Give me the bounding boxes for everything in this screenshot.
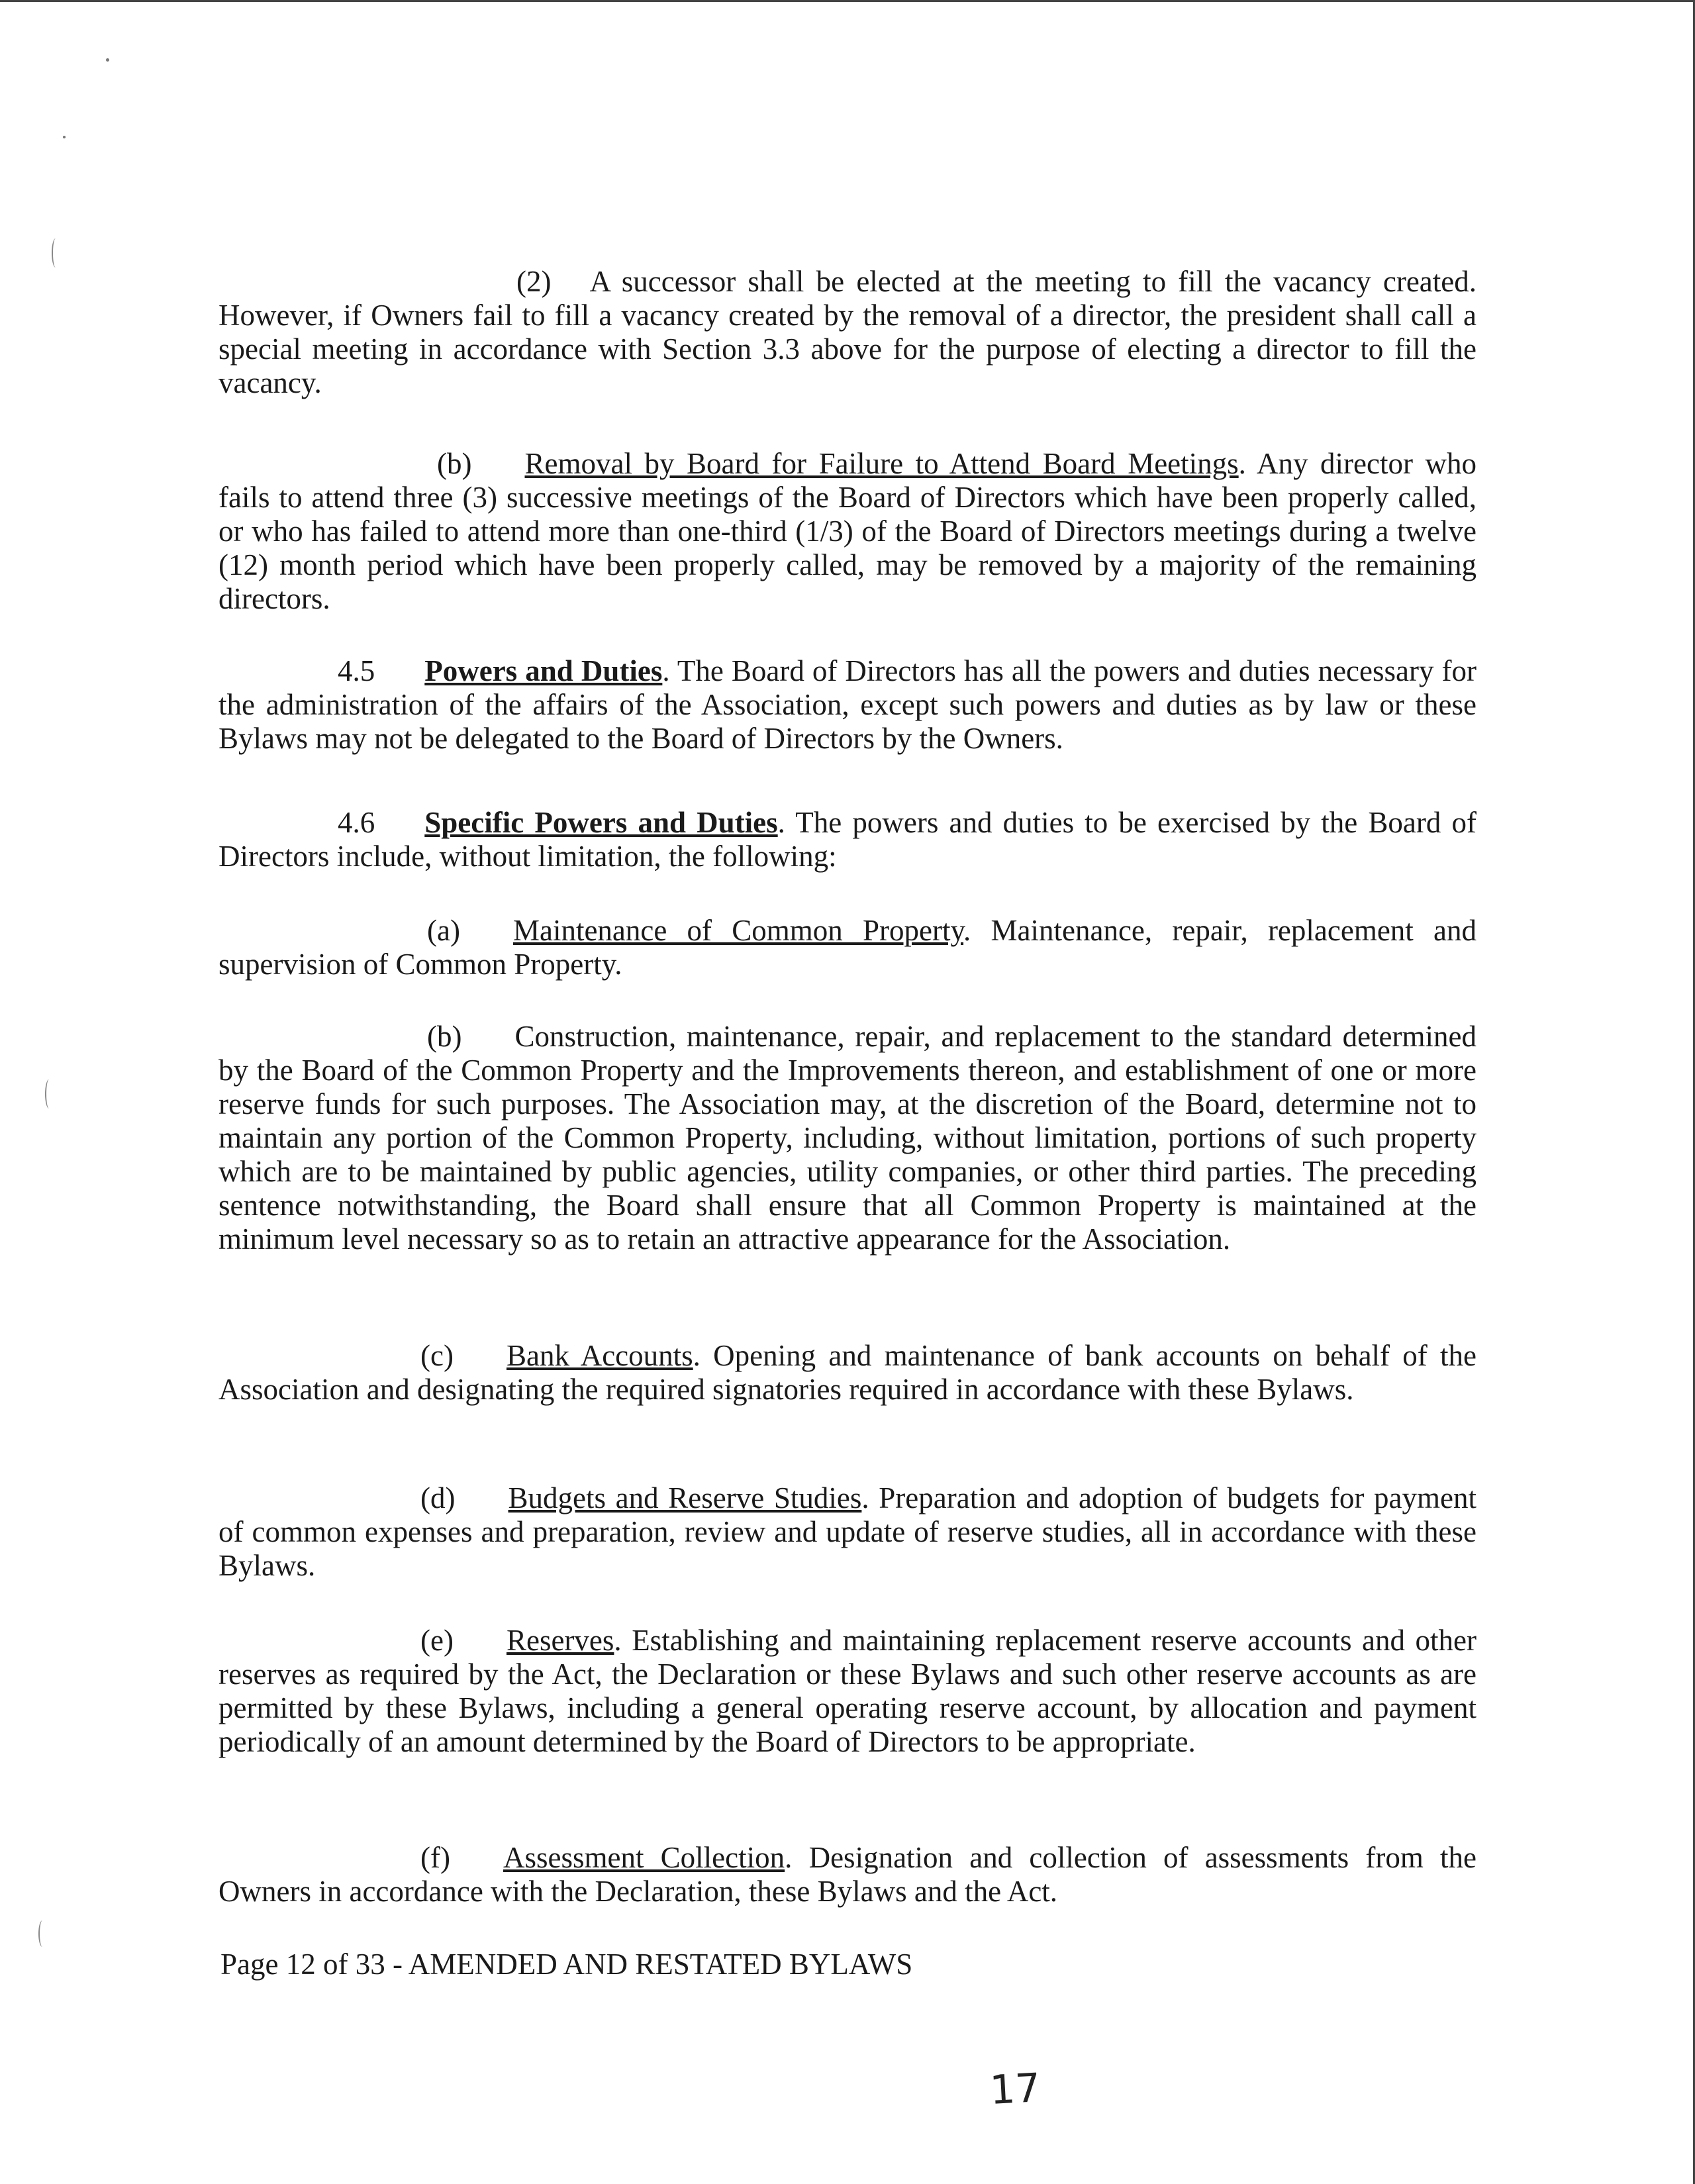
section-heading: Budgets and Reserve Studies [508,1481,862,1514]
paragraph-text: . The powers and duties to be exercised by the Board of Directors include, without limitation, the following: [218,806,1477,873]
scan-speck [63,136,66,138]
item-number: (2) [516,265,552,298]
section-heading: Reserves [506,1624,614,1657]
item-b-construction [218,1020,1477,1256]
item-e-reserves [218,1624,1477,1759]
margin-mark [52,238,60,268]
paragraph-text: A successor shall be elected at the meeting to fill the vacancy created. However, if Owners fail to fill a vacancy created by the removal of a director, the president shall call a special meeting in accordance with Section 3.3 above for the purpose of electing a director to fill the vacancy. [218,265,1477,399]
item-number: (f) [420,1841,450,1874]
section-heading: Powers and Duties [424,654,663,687]
page-footer: Page 12 of 33 - AMENDED AND RESTATED BYLAWS [220,1948,913,1981]
paragraph-text: Construction, maintenance, repair, and replacement to the standard determined by the Board of the Common Property and the Improvements thereon, and establishment of one or more reserve funds for such purposes. The Association may, at the discretion of the Board, determine not to maintain any portion of the Common Property, including, without limitation, portions of such property which are to be maintained by public agencies, utility companies, or other third parties. The preceding sentence notwithstanding, the Board shall ensure that all Common Property is maintained at the minimum level necessary so as to retain an attractive appearance for the Association. [218,1020,1477,1256]
scan-speck [106,58,109,62]
section-heading: Assessment Collection [503,1841,785,1874]
section-heading: Specific Powers and Duties [424,806,778,839]
item-number: (b) [437,447,472,480]
item-number: (d) [420,1481,456,1514]
paragraph-removal-successor [218,265,1477,400]
section-heading: Maintenance of Common Property [512,914,964,947]
section-4-6 [218,806,1477,873]
paragraph-text: . Preparation and adoption of budgets for payment of common expenses and preparation, review and update of reserve studies, all in accordance with these Bylaws. [218,1481,1477,1582]
item-d-budgets [218,1481,1477,1583]
paragraph-removal-by-board [218,447,1477,616]
margin-mark [45,1079,53,1109]
handwritten-page-number: 17 [989,2065,1042,2114]
section-heading: Removal by Board for Failure to Attend Board Meetings [524,447,1239,480]
paragraph-text: . Opening and maintenance of bank accounts on behalf of the Association and designating the required signatories required in accordance with these Bylaws. [218,1339,1477,1406]
item-c-bank-accounts [218,1339,1477,1407]
section-heading: Bank Accounts [506,1339,693,1372]
item-number: (b) [427,1020,462,1053]
item-number: (a) [427,914,460,947]
paragraph-text: . Any director who fails to attend three (3) successive meetings of the Board of Directors which have been properly called, or who has failed to attend more than one-third (1/3) of the Board of Directors meetings during a twelve (12) month period which have been properly called, may be removed by a majority of the remaining directors. [218,447,1477,615]
margin-mark [38,1920,46,1947]
item-number: (c) [420,1339,454,1372]
section-number: 4.6 [338,806,375,839]
paragraph-text: . Designation and collection of assessments from the Owners in accordance with the Declaration, these Bylaws and the Act. [218,1841,1477,1908]
section-4-5 [218,654,1477,756]
section-number: 4.5 [338,654,375,687]
item-f-assessment-collection [218,1841,1477,1909]
paragraph-text: . Maintenance, repair, replacement and supervision of Common Property. [218,914,1477,981]
item-a-maintenance [218,914,1477,981]
paragraph-text: . Establishing and maintaining replacement reserve accounts and other reserves as required by the Act, the Declaration or these Bylaws and such other reserve accounts as are permitted by these Bylaws, including a general operating reserve account, by allocation and payment periodically of an amount determined by the Board of Directors to be appropriate. [218,1624,1477,1758]
item-number: (e) [420,1624,454,1657]
paragraph-text: . The Board of Directors has all the powers and duties necessary for the administration of the affairs of the Association, except such powers and duties as by law or these Bylaws may not be delegated to the Board of Directors by the Owners. [218,654,1477,755]
